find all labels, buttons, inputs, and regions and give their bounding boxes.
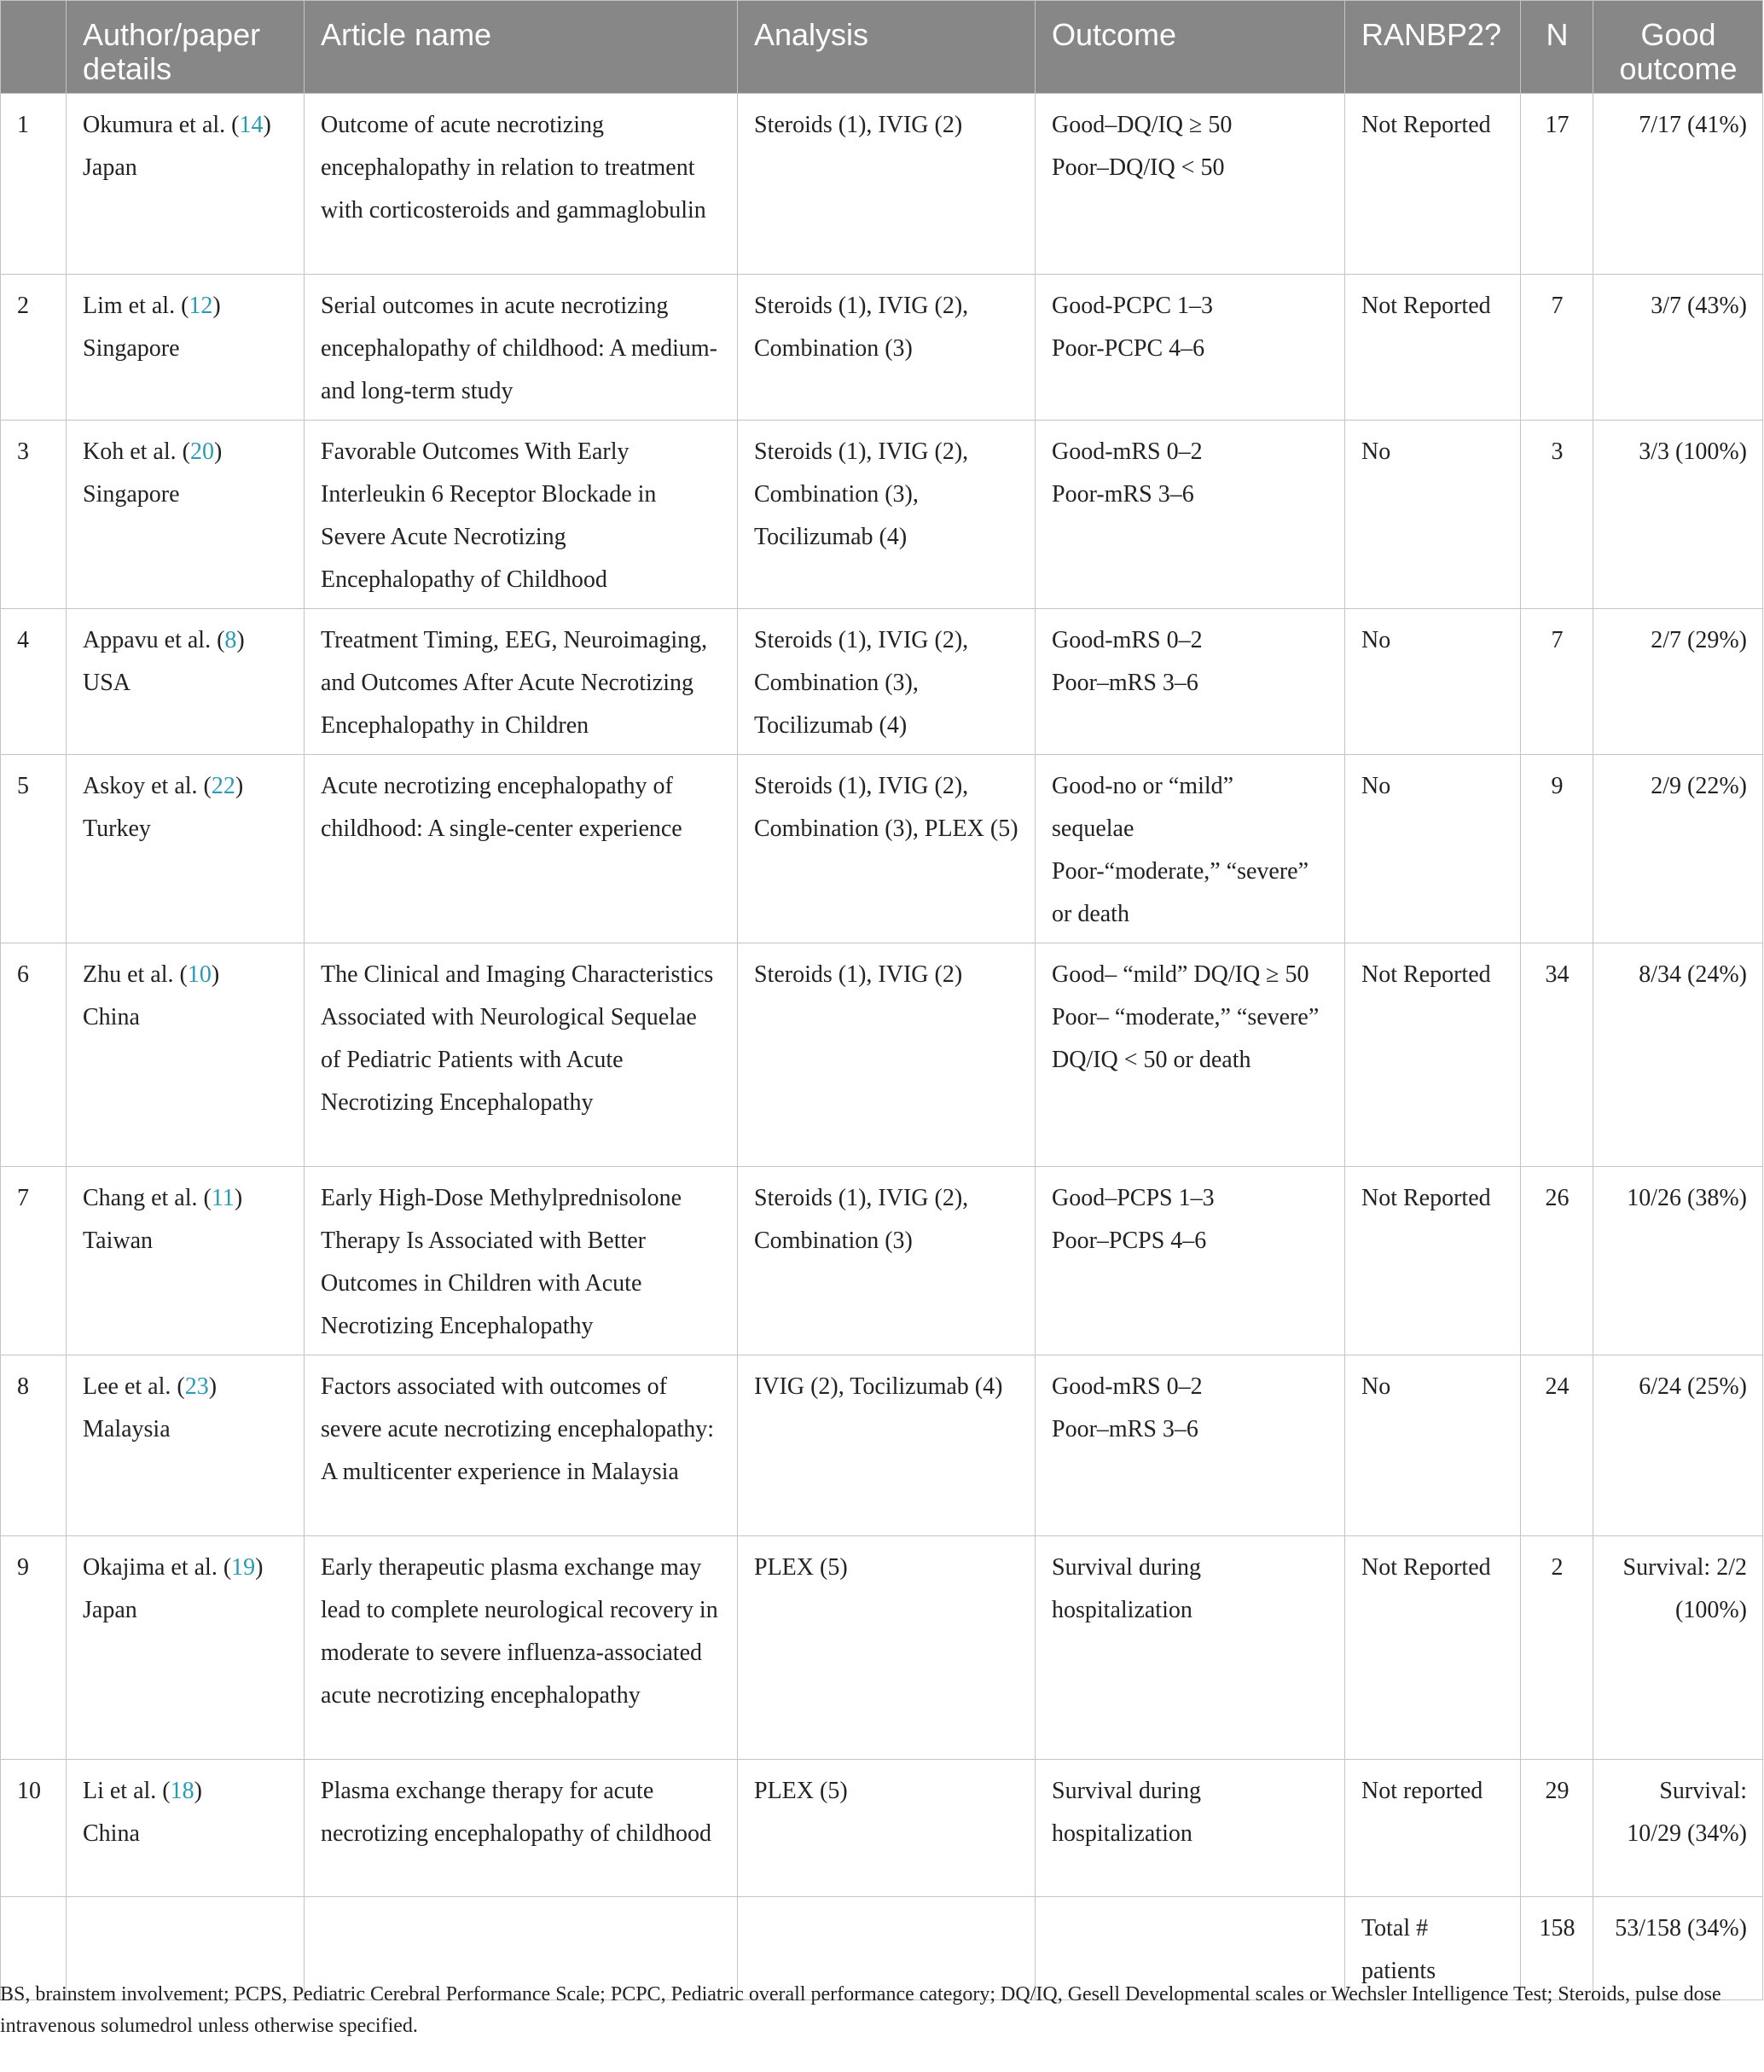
ranbp2-cell: Not Reported [1345, 94, 1521, 275]
author-country: Japan [83, 1597, 137, 1623]
author-name: Li et al. ( [83, 1778, 171, 1804]
outcome-poor: Poor-mRS 3–6 [1052, 481, 1194, 508]
reference-link[interactable]: 8 [224, 627, 237, 653]
outcome-poor-cont: DQ/IQ < 50 or death [1052, 1047, 1251, 1073]
table-row [1, 1536, 1763, 1760]
ranbp2-cell: No [1345, 421, 1521, 609]
table-row [1, 755, 1763, 943]
table-row [1, 94, 1763, 275]
header-good-outcome: Good outcome [1593, 1, 1763, 94]
author-name: Appavu et al. ( [83, 627, 225, 653]
total-label: Total # patients [1345, 1897, 1521, 2000]
author-paren: ) [208, 1373, 218, 1400]
outcome-poor: Poor-PCPC 4–6 [1052, 335, 1205, 362]
article-name: Serial outcomes in acute necrotizing encephalopathy of childhood: A medium-and long-term study [305, 275, 738, 421]
article-name: Plasma exchange therapy for acute necrotizing encephalopathy of childhood [305, 1760, 738, 1897]
outcome-cell: Survival during hospitalization [1036, 1536, 1345, 1760]
author-country: Japan [83, 154, 137, 181]
table-row [1, 421, 1763, 609]
author-paren: ) [213, 438, 223, 465]
ranbp2-cell: Not reported [1345, 1760, 1521, 1897]
outcome-good: Good– “mild” DQ/IQ ≥ 50 [1052, 961, 1309, 988]
article-name: The Clinical and Imaging Characteristics Associated with Neurological Sequelae of Pediatric Patients with Acute Necrotizing Encephalopathy [305, 943, 738, 1167]
analysis-cell: Steroids (1), IVIG (2) [738, 94, 1036, 275]
outcome-poor: Poor-“moderate,” “severe” [1052, 858, 1309, 885]
analysis-cell: Steroids (1), IVIG (2), Combination (3), Tocilizumab (4) [738, 421, 1036, 609]
good-outcome-cell: 2/7 (29%) [1593, 609, 1763, 755]
row-number: 6 [1, 943, 67, 1167]
n-cell: 34 [1521, 943, 1593, 1167]
outcome-good: Good-mRS 0–2 [1052, 627, 1203, 653]
table-row [1, 1355, 1763, 1536]
outcome-cell [1036, 1355, 1345, 1536]
outcome-poor: Poor– “moderate,” “severe” [1052, 1004, 1320, 1030]
author-cell [67, 275, 305, 421]
author-country: Turkey [83, 815, 151, 842]
author-paren: ) [263, 112, 271, 138]
header-ranbp2: RANBP2? [1345, 1, 1521, 94]
analysis-cell: Steroids (1), IVIG (2), Combination (3), Tocilizumab (4) [738, 609, 1036, 755]
good-outcome-cell: 2/9 (22%) [1593, 755, 1763, 943]
header-outcome: Outcome [1036, 1, 1345, 94]
reference-link[interactable]: 20 [189, 438, 214, 465]
reference-link[interactable]: 10 [187, 961, 212, 988]
row-number: 4 [1, 609, 67, 755]
row-number: 1 [1, 94, 67, 275]
analysis-cell: Steroids (1), IVIG (2) [738, 943, 1036, 1167]
reference-link[interactable]: 22 [211, 773, 235, 799]
table-row [1, 943, 1763, 1167]
outcome-poor: Poor–mRS 3–6 [1052, 670, 1198, 696]
author-paren: ) [194, 1778, 202, 1804]
outcome-good-cont: sequelae [1052, 815, 1134, 842]
outcome-good: Good-mRS 0–2 [1052, 438, 1203, 465]
author-name: Lim et al. ( [83, 293, 189, 319]
good-outcome-cell: 6/24 (25%) [1593, 1355, 1763, 1536]
author-cell [67, 1167, 305, 1355]
n-cell: 7 [1521, 609, 1593, 755]
ranbp2-cell: Not Reported [1345, 1167, 1521, 1355]
total-good-outcome: 53/158 (34%) [1593, 1897, 1763, 2000]
outcome-poor: Poor–DQ/IQ < 50 [1052, 154, 1225, 181]
reference-link[interactable]: 14 [239, 112, 264, 138]
good-outcome-cell: 7/17 (41%) [1593, 94, 1763, 275]
author-country: Taiwan [83, 1228, 154, 1254]
author-cell [67, 943, 305, 1167]
ranbp2-cell: Not Reported [1345, 943, 1521, 1167]
author-paren: ) [212, 293, 221, 319]
reference-link[interactable]: 23 [184, 1373, 209, 1400]
good-outcome-cell: 3/7 (43%) [1593, 275, 1763, 421]
row-number: 10 [1, 1760, 67, 1897]
author-cell [67, 1760, 305, 1897]
outcome-good: Good-mRS 0–2 [1052, 1373, 1203, 1400]
ranbp2-cell: Not Reported [1345, 1536, 1521, 1760]
reference-link[interactable]: 11 [211, 1185, 235, 1211]
reference-link[interactable]: 12 [189, 293, 213, 319]
analysis-cell: PLEX (5) [738, 1760, 1036, 1897]
header-n: N [1521, 1, 1593, 94]
author-country: China [83, 1004, 140, 1030]
row-number: 5 [1, 755, 67, 943]
table-row [1, 609, 1763, 755]
outcome-good: Good–DQ/IQ ≥ 50 [1052, 112, 1233, 138]
ranbp2-cell: Not Reported [1345, 275, 1521, 421]
author-cell [67, 94, 305, 275]
author-cell [67, 609, 305, 755]
article-name: Factors associated with outcomes of severe acute necrotizing encephalopathy: A multicenter experience in Malaysia [305, 1355, 738, 1536]
table-footnote: BS, brainstem involvement; PCPS, Pediatric Cerebral Performance Scale; PCPC, Pediatric overall performance category; DQ/IQ, Gesell Developmental scales or Wechsler Intelligence Test; Steroids, pulse dose intravenous solumedrol unless otherwise specified. [0, 1983, 1721, 2037]
article-name: Acute necrotizing encephalopathy of childhood: A single-center experience [305, 755, 738, 943]
article-name: Outcome of acute necrotizing encephalopathy in relation to treatment with corticosteroids and gammaglobulin [305, 94, 738, 275]
outcome-good: Good-PCPC 1–3 [1052, 293, 1214, 319]
analysis-cell: PLEX (5) [738, 1536, 1036, 1760]
author-cell [67, 1536, 305, 1760]
n-cell: 2 [1521, 1536, 1593, 1760]
n-cell: 3 [1521, 421, 1593, 609]
outcome-good: Good-no or “mild” [1052, 773, 1234, 799]
author-country: China [83, 1820, 140, 1847]
article-name: Early therapeutic plasma exchange may lead to complete neurological recovery in moderate to severe influenza-associated acute necrotizing encephalopathy [305, 1536, 738, 1760]
table-row [1, 275, 1763, 421]
outcome-poor: Poor–PCPS 4–6 [1052, 1228, 1207, 1254]
n-cell: 24 [1521, 1355, 1593, 1536]
analysis-cell: Steroids (1), IVIG (2), Combination (3) [738, 275, 1036, 421]
author-name: Chang et al. ( [83, 1185, 212, 1211]
good-outcome-cell: 8/34 (24%) [1593, 943, 1763, 1167]
good-outcome-cell: Survival: 2/2 (100%) [1593, 1536, 1763, 1760]
total-n: 158 [1521, 1897, 1593, 2000]
author-name: Okajima et al. ( [83, 1554, 232, 1581]
reference-link[interactable]: 18 [170, 1778, 194, 1804]
n-cell: 9 [1521, 755, 1593, 943]
author-country: Malaysia [83, 1416, 171, 1442]
n-cell: 26 [1521, 1167, 1593, 1355]
outcome-cell [1036, 609, 1345, 755]
row-number: 3 [1, 421, 67, 609]
author-name: Koh et al. ( [83, 438, 190, 465]
outcome-cell [1036, 94, 1345, 275]
header-index [1, 1, 67, 94]
author-paren: ) [255, 1554, 264, 1581]
outcome-good: Good–PCPS 1–3 [1052, 1185, 1215, 1211]
analysis-cell: Steroids (1), IVIG (2), Combination (3), PLEX (5) [738, 755, 1036, 943]
author-name: Zhu et al. ( [83, 961, 188, 988]
outcome-cell [1036, 275, 1345, 421]
author-paren: ) [211, 961, 220, 988]
header-author: Author/paper details [67, 1, 305, 94]
ranbp2-cell: No [1345, 609, 1521, 755]
n-cell: 7 [1521, 275, 1593, 421]
header-row [1, 1, 1763, 94]
author-country: Singapore [83, 481, 180, 508]
author-cell [67, 421, 305, 609]
table-row [1, 1760, 1763, 1897]
author-name: Askoy et al. ( [83, 773, 212, 799]
outcome-poor-cont: or death [1052, 901, 1129, 927]
article-name: Early High-Dose Methylprednisolone Therapy Is Associated with Better Outcomes in Children with Acute Necrotizing Encephalopathy [305, 1167, 738, 1355]
good-outcome-cell: Survival: 10/29 (34%) [1593, 1760, 1763, 1897]
ranbp2-cell: No [1345, 755, 1521, 943]
row-number: 9 [1, 1536, 67, 1760]
header-article: Article name [305, 1, 738, 94]
row-number: 7 [1, 1167, 67, 1355]
article-name: Treatment Timing, EEG, Neuroimaging, and Outcomes After Acute Necrotizing Encephalopathy in Children [305, 609, 738, 755]
author-paren: ) [235, 773, 244, 799]
ranbp2-cell: No [1345, 1355, 1521, 1536]
analysis-cell: IVIG (2), Tocilizumab (4) [738, 1355, 1036, 1536]
reference-link[interactable]: 19 [231, 1554, 256, 1581]
author-name: Lee et al. ( [83, 1373, 185, 1400]
outcome-cell [1036, 421, 1345, 609]
outcome-cell: Survival during hospitalization [1036, 1760, 1345, 1897]
outcome-cell [1036, 943, 1345, 1167]
row-number: 8 [1, 1355, 67, 1536]
article-name: Favorable Outcomes With Early Interleukin 6 Receptor Blockade in Severe Acute Necrotizing Encephalopathy of Childhood [305, 421, 738, 609]
good-outcome-cell: 3/3 (100%) [1593, 421, 1763, 609]
author-paren: ) [236, 627, 245, 653]
n-cell: 29 [1521, 1760, 1593, 1897]
table-row [1, 1167, 1763, 1355]
author-cell [67, 1355, 305, 1536]
outcome-poor: Poor–mRS 3–6 [1052, 1416, 1198, 1442]
table-body [1, 94, 1763, 2000]
author-paren: ) [234, 1185, 243, 1211]
author-country: Singapore [83, 335, 180, 362]
row-number: 2 [1, 275, 67, 421]
outcome-cell [1036, 755, 1345, 943]
n-cell: 17 [1521, 94, 1593, 275]
author-cell [67, 755, 305, 943]
good-outcome-cell: 10/26 (38%) [1593, 1167, 1763, 1355]
analysis-cell: Steroids (1), IVIG (2), Combination (3) [738, 1167, 1036, 1355]
header-analysis: Analysis [738, 1, 1036, 94]
author-country: USA [83, 670, 131, 696]
author-name: Okumura et al. ( [83, 112, 240, 138]
outcome-cell [1036, 1167, 1345, 1355]
